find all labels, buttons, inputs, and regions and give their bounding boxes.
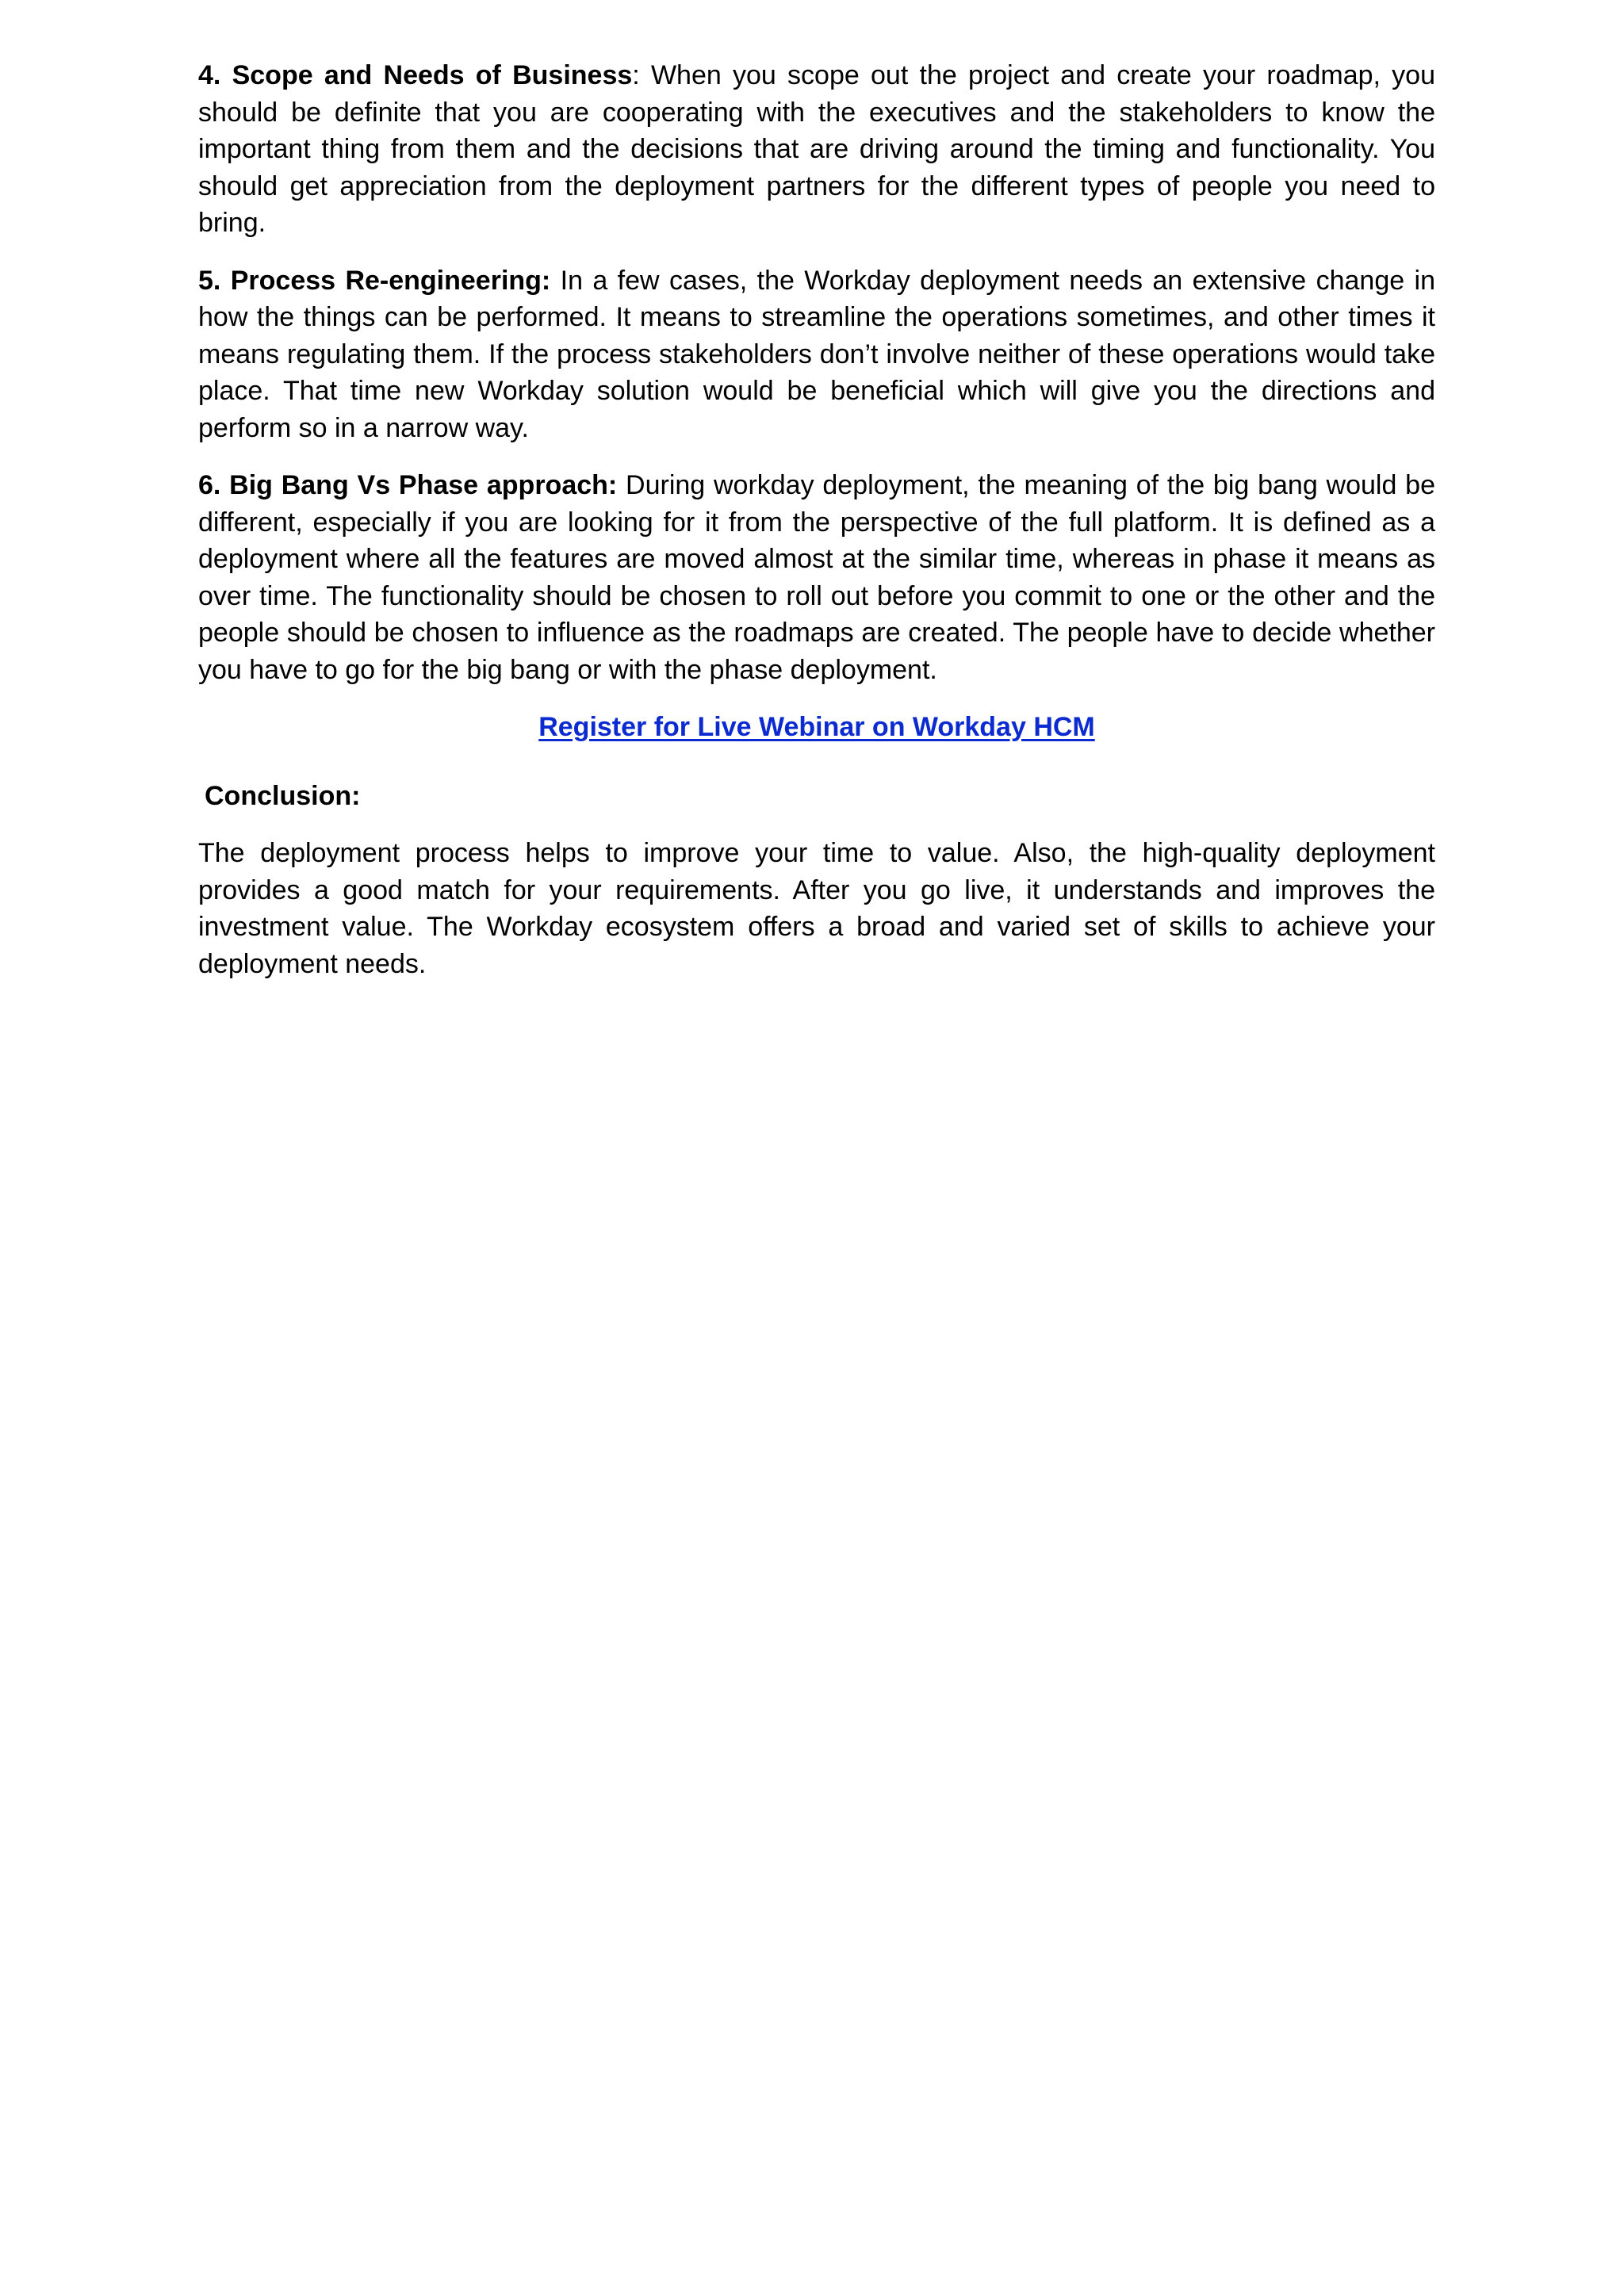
webinar-register-link[interactable]: Register for Live Webinar on Workday HCM bbox=[538, 712, 1095, 742]
section-scope-and-needs bbox=[198, 57, 1435, 242]
section-heading-process: 5. Process Re-engineering: bbox=[198, 265, 551, 296]
document-page bbox=[198, 57, 1435, 1003]
section-heading-big-bang: 6. Big Bang Vs Phase approach: bbox=[198, 470, 618, 500]
conclusion-body: The deployment process helps to improve your time to value. Also, the high-quality deployment provides a good match for your requirements. After you go live, it understands and improves the investment value. The Workday ecosystem offers a broad and varied set of skills to achieve your deployment needs. bbox=[198, 838, 1435, 979]
section-body-process: In a few cases, the Workday deployment needs an extensive change in how the things can be performed. It means to streamline the operations sometimes, and other times it means regulating them. If the process stakeholders don’t involve neither of these operations would take place. That time new Workday solution would be beneficial which will give you the directions and perform so in a narrow way. bbox=[198, 265, 1435, 443]
section-big-bang-vs-phase bbox=[198, 467, 1435, 688]
section-heading-scope: 4. Scope and Needs of Business bbox=[198, 60, 633, 90]
conclusion-heading: Conclusion: bbox=[205, 780, 361, 811]
section-body-big-bang: During workday deployment, the meaning of the big bang would be different, especially if you are looking for it from the perspective of the full platform. It is defined as a deployment where all the features are moved almost at the similar time, whereas in phase it means as over time. The functionality should be chosen to roll out before you commit to one or the other and the people should be chosen to influence as the roadmaps are created. The people have to decide whether you have to go for the big bang or with the phase deployment. bbox=[198, 470, 1435, 685]
webinar-link-container bbox=[198, 709, 1435, 746]
section-process-reengineering bbox=[198, 262, 1435, 447]
section-body-scope: : When you scope out the project and create your roadmap, you should be definite that you are cooperating with the executives and the stakeholders to know the important thing from them and the decisions that are driving around the timing and functionality. You should get appreciation from the deployment partners for the different types of people you need to bring. bbox=[198, 60, 1435, 238]
